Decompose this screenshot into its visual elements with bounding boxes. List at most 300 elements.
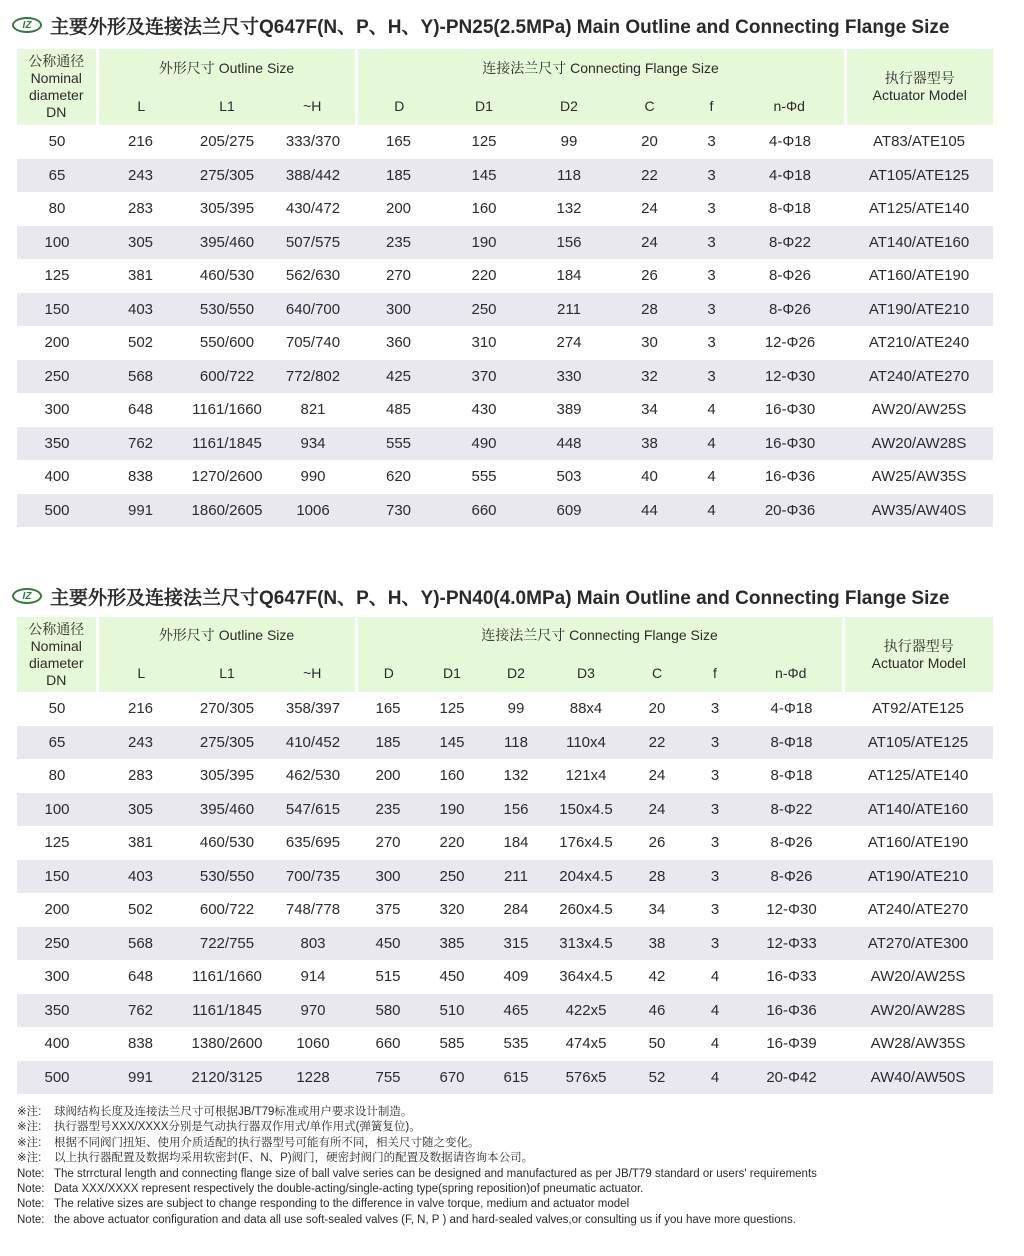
table-row <box>17 125 993 159</box>
table-cell: 388/442 <box>270 159 356 193</box>
table-cell: 4 <box>690 994 740 1028</box>
table-cell: 333/370 <box>270 125 356 159</box>
table-cell: 360 <box>356 326 441 360</box>
table-row <box>17 293 993 327</box>
table-cell: 200 <box>356 759 420 793</box>
table-cell: 26 <box>611 259 688 293</box>
table-cell: 410/452 <box>270 726 356 760</box>
table-cell: 425 <box>356 360 441 394</box>
table-row <box>17 893 993 927</box>
table-cell: 3 <box>688 159 735 193</box>
table-cell: 16-Φ39 <box>740 1027 843 1061</box>
table-cell: 3 <box>688 293 735 327</box>
table-cell: 283 <box>97 759 184 793</box>
table-cell: 3 <box>690 793 740 827</box>
pn40-dimension-table <box>17 617 993 1094</box>
table-cell: 12-Φ26 <box>735 326 845 360</box>
table-cell: 8-Φ18 <box>740 726 843 760</box>
table-cell: AT160/ATE190 <box>843 826 993 860</box>
table-cell: 125 <box>441 125 527 159</box>
table-cell: 50 <box>624 1027 690 1061</box>
table-cell: 8-Φ18 <box>740 759 843 793</box>
table-cell: 3 <box>690 759 740 793</box>
table-row <box>17 994 993 1028</box>
table-cell: 502 <box>97 893 184 927</box>
table-cell: 1860/2605 <box>184 494 270 528</box>
table-cell: 250 <box>17 360 97 394</box>
table-cell: 24 <box>611 226 688 260</box>
col-header-D1: D1 <box>475 97 493 114</box>
table-cell: 50 <box>17 125 97 159</box>
table-cell: 568 <box>97 360 184 394</box>
table-cell: 204x4.5 <box>548 860 624 894</box>
table-cell: 3 <box>690 726 740 760</box>
table-cell: 216 <box>97 125 184 159</box>
table-cell: 24 <box>611 192 688 226</box>
table-cell: 914 <box>270 960 356 994</box>
table-cell: 132 <box>484 759 548 793</box>
table-cell: 450 <box>420 960 484 994</box>
table-row <box>17 192 993 226</box>
table-cell: 991 <box>97 1061 184 1095</box>
table-cell: 52 <box>624 1061 690 1095</box>
table-cell: 1161/1845 <box>184 427 270 461</box>
table-cell: 160 <box>420 759 484 793</box>
table-cell: 648 <box>97 393 184 427</box>
col-header-L: L <box>137 97 146 114</box>
table-cell: 934 <box>270 427 356 461</box>
table-row <box>17 494 993 528</box>
table-cell: 24 <box>624 759 690 793</box>
table-cell: 8-Φ22 <box>740 793 843 827</box>
col-header-D2: D2 <box>507 664 525 681</box>
note-line <box>17 1105 1007 1120</box>
table-cell: 44 <box>611 494 688 528</box>
table-cell: 22 <box>624 726 690 760</box>
table-cell: 16-Φ36 <box>740 994 843 1028</box>
col-header-L: L <box>137 664 146 681</box>
table-cell: 190 <box>420 793 484 827</box>
table-cell: 660 <box>441 494 527 528</box>
table-cell: 620 <box>356 460 441 494</box>
table-cell: 305/395 <box>184 192 270 226</box>
header-actuator-model: 执行器型号 Actuator Model <box>871 637 966 671</box>
table-cell: AT83/ATE105 <box>845 125 993 159</box>
table-cell: 38 <box>611 427 688 461</box>
table-cell: 3 <box>690 692 740 726</box>
table-cell: 121x4 <box>548 759 624 793</box>
table-cell: AW20/AW28S <box>843 994 993 1028</box>
table-cell: 838 <box>97 460 184 494</box>
table-cell: 385 <box>420 927 484 961</box>
note-line <box>17 1213 1007 1228</box>
table-cell: AW28/AW35S <box>843 1027 993 1061</box>
table-cell: 1380/2600 <box>184 1027 270 1061</box>
table-cell: 474x5 <box>548 1027 624 1061</box>
table-cell: 125 <box>420 692 484 726</box>
table-cell: AT125/ATE140 <box>845 192 993 226</box>
table-cell: 38 <box>624 927 690 961</box>
header-nominal-diameter: 公称通径 Nominal diameter DN <box>17 617 97 692</box>
table-cell: 370 <box>441 360 527 394</box>
table-cell: AW25/AW35S <box>845 460 993 494</box>
col-header-L1: L1 <box>219 97 235 114</box>
table-cell: AT190/ATE210 <box>845 293 993 327</box>
table-cell: 80 <box>17 759 97 793</box>
table-cell: 3 <box>690 860 740 894</box>
table-row <box>17 793 993 827</box>
table-cell: 465 <box>484 994 548 1028</box>
table-cell: 250 <box>17 927 97 961</box>
table-row <box>17 427 993 461</box>
table-cell: 507/575 <box>270 226 356 260</box>
table-cell: AT140/ATE160 <box>843 793 993 827</box>
table-cell: 24 <box>624 793 690 827</box>
note-text: the above actuator configuration and data all use soft-sealed valves (F, N, P ) and hard-sealed valves,or consulting us if you have more questions. <box>54 1213 796 1226</box>
table-cell: 576x5 <box>548 1061 624 1095</box>
table-cell: 430 <box>441 393 527 427</box>
table-cell: AT210/ATE240 <box>845 326 993 360</box>
table-cell: AT240/ATE270 <box>843 893 993 927</box>
table-cell: 88x4 <box>548 692 624 726</box>
header-nominal-diameter: 公称通径 Nominal diameter DN <box>17 49 97 125</box>
table-cell: 1161/1845 <box>184 994 270 1028</box>
table-cell: 270/305 <box>184 692 270 726</box>
table-cell: 580 <box>356 994 420 1028</box>
table-cell: 145 <box>420 726 484 760</box>
table-cell: 970 <box>270 994 356 1028</box>
table-cell: 1270/2600 <box>184 460 270 494</box>
col-header-D1: D1 <box>443 664 461 681</box>
pn25-dimension-table <box>17 49 993 527</box>
table-cell: 500 <box>17 1061 97 1095</box>
table-row <box>17 259 993 293</box>
note-label: ※注: <box>17 1136 42 1149</box>
table-cell: 176x4.5 <box>548 826 624 860</box>
table-row <box>17 460 993 494</box>
table-cell: 364x4.5 <box>548 960 624 994</box>
table-cell: 65 <box>17 726 97 760</box>
table-cell: AW40/AW50S <box>843 1061 993 1095</box>
table-cell: 1161/1660 <box>184 960 270 994</box>
note-label: Note: <box>17 1198 45 1211</box>
col-header-D: D <box>383 664 394 681</box>
table-cell: 635/695 <box>270 826 356 860</box>
table-cell: 12-Φ33 <box>740 927 843 961</box>
table-cell: 358/397 <box>270 692 356 726</box>
table-cell: 150 <box>17 293 97 327</box>
note-line <box>17 1182 1007 1197</box>
table-cell: 220 <box>420 826 484 860</box>
table-cell: 700/735 <box>270 860 356 894</box>
col-header-f: f <box>713 664 717 681</box>
table-cell: AT125/ATE140 <box>843 759 993 793</box>
note-line <box>17 1120 1007 1135</box>
note-line <box>17 1197 1007 1212</box>
table-cell: 100 <box>17 226 97 260</box>
table-cell: 500 <box>17 494 97 528</box>
table-cell: 3 <box>690 893 740 927</box>
table-cell: 270 <box>356 826 420 860</box>
table-cell: 585 <box>420 1027 484 1061</box>
table-cell: 821 <box>270 393 356 427</box>
table-cell: 34 <box>624 893 690 927</box>
table-cell: AW20/AW25S <box>845 393 993 427</box>
table-cell: 1228 <box>270 1061 356 1095</box>
table-cell: 755 <box>356 1061 420 1095</box>
table-cell: 1161/1660 <box>184 393 270 427</box>
header-connecting-flange-size: 连接法兰尺寸 Connecting Flange Size <box>356 49 845 87</box>
header-outline-size: 外形尺寸 Outline Size <box>97 617 356 654</box>
table-cell: 375 <box>356 893 420 927</box>
table-cell: 490 <box>441 427 527 461</box>
table-cell: AT240/ATE270 <box>845 360 993 394</box>
table-cell: 160 <box>441 192 527 226</box>
table-cell: 381 <box>97 826 184 860</box>
table-cell: 20 <box>611 125 688 159</box>
table-cell: 20-Φ42 <box>740 1061 843 1095</box>
table-cell: 450 <box>356 927 420 961</box>
table-row <box>17 960 993 994</box>
section-2-title <box>12 580 949 612</box>
table-cell: 110x4 <box>548 726 624 760</box>
table-cell: 4 <box>688 494 735 528</box>
table-cell: 200 <box>17 893 97 927</box>
section-1-title <box>12 9 949 41</box>
table-cell: AT190/ATE210 <box>843 860 993 894</box>
table-row <box>17 226 993 260</box>
table-cell: 350 <box>17 994 97 1028</box>
table-cell: 32 <box>611 360 688 394</box>
table-cell: 990 <box>270 460 356 494</box>
table-cell: 330 <box>527 360 611 394</box>
note-line <box>17 1151 1007 1166</box>
table-cell: 250 <box>420 860 484 894</box>
table-cell: 430/472 <box>270 192 356 226</box>
table-row <box>17 860 993 894</box>
note-text: The relative sizes are subject to change responding to the difference in valve torque, medium and actuator model <box>54 1198 630 1211</box>
table-cell: 3 <box>688 326 735 360</box>
table-cell: 30 <box>611 326 688 360</box>
table-cell: 190 <box>441 226 527 260</box>
note-line <box>17 1167 1007 1182</box>
table-cell: 150x4.5 <box>548 793 624 827</box>
table-cell: 22 <box>611 159 688 193</box>
table-row <box>17 826 993 860</box>
table-cell: AT140/ATE160 <box>845 226 993 260</box>
table-cell: AW20/AW25S <box>843 960 993 994</box>
table-cell: 46 <box>624 994 690 1028</box>
note-text: 球阀结构长度及连接法兰尺寸可根据JB/T79标准或用户要求设计制造。 <box>54 1106 413 1118</box>
table-cell: 2120/3125 <box>184 1061 270 1095</box>
table-cell: 615 <box>484 1061 548 1095</box>
table-cell: 300 <box>356 860 420 894</box>
table-cell: 762 <box>97 427 184 461</box>
table-cell: 670 <box>420 1061 484 1095</box>
table-cell: 185 <box>356 159 441 193</box>
table-cell: 4 <box>688 393 735 427</box>
col-header-H: ~H <box>270 87 356 125</box>
note-line <box>17 1136 1007 1151</box>
table-cell: 422x5 <box>548 994 624 1028</box>
table-cell: 568 <box>97 927 184 961</box>
table-cell: 609 <box>527 494 611 528</box>
table-cell: 8-Φ26 <box>740 826 843 860</box>
table-row <box>17 726 993 760</box>
table-cell: 395/460 <box>184 226 270 260</box>
table-cell: 156 <box>527 226 611 260</box>
note-text: The strrctural length and connecting flange size of ball valve series can be designed and manufactured as per JB/T79 standard or users' requirements <box>54 1167 817 1180</box>
table-cell: 320 <box>420 893 484 927</box>
table-cell: 803 <box>270 927 356 961</box>
table-cell: 243 <box>97 726 184 760</box>
note-text: 以上执行器配置及数据均采用软密封(F、N、P)阀门，硬密封阀门的配置及数据请咨询本公司。 <box>54 1152 534 1165</box>
table-cell: 275/305 <box>184 159 270 193</box>
table-cell: 4 <box>690 1027 740 1061</box>
table-cell: 211 <box>484 860 548 894</box>
note-label: Note: <box>17 1167 45 1180</box>
table-cell: 150 <box>17 860 97 894</box>
table-cell: 16-Φ33 <box>740 960 843 994</box>
table-cell: 600/722 <box>184 893 270 927</box>
table-cell: 3 <box>688 259 735 293</box>
note-text: 根据不同阀门扭矩、使用介质适配的执行器型号可能有所不同，相关尺寸随之变化。 <box>54 1136 480 1149</box>
table-row <box>17 360 993 394</box>
table-cell: 12-Φ30 <box>735 360 845 394</box>
table-row <box>17 1027 993 1061</box>
table-cell: AT270/ATE300 <box>843 927 993 961</box>
table-cell: 310 <box>441 326 527 360</box>
table-cell: 165 <box>356 125 441 159</box>
col-header-C: C <box>651 664 663 681</box>
table-cell: 275/305 <box>184 726 270 760</box>
table-cell: 400 <box>17 460 97 494</box>
table-cell: 156 <box>484 793 548 827</box>
table-cell: 460/530 <box>184 259 270 293</box>
company-logo-icon: IZ <box>12 588 42 604</box>
table-cell: 350 <box>17 427 97 461</box>
note-text: 执行器型号XXX/XXXX分别是气动执行器双作用式/单作用式(弹簧复位)。 <box>54 1121 421 1134</box>
table-cell: 80 <box>17 192 97 226</box>
table-cell: 389 <box>527 393 611 427</box>
table-cell: 838 <box>97 1027 184 1061</box>
col-header-D3: D3 <box>577 664 595 681</box>
table-cell: 403 <box>97 860 184 894</box>
table-cell: 510 <box>420 994 484 1028</box>
table-cell: 205/275 <box>184 125 270 159</box>
table-cell: AW35/AW40S <box>845 494 993 528</box>
table-cell: 313x4.5 <box>548 927 624 961</box>
table-cell: 274 <box>527 326 611 360</box>
table-cell: 305/395 <box>184 759 270 793</box>
table-cell: 8-Φ26 <box>735 259 845 293</box>
table-row <box>17 1061 993 1095</box>
table-cell: AT105/ATE125 <box>843 726 993 760</box>
table-cell: 132 <box>527 192 611 226</box>
table-cell: 34 <box>611 393 688 427</box>
table-cell: 722/755 <box>184 927 270 961</box>
table-cell: 216 <box>97 692 184 726</box>
table-cell: 100 <box>17 793 97 827</box>
col-header-f: f <box>709 97 714 114</box>
table-cell: 515 <box>356 960 420 994</box>
table-cell: 462/530 <box>270 759 356 793</box>
table-cell: 211 <box>527 293 611 327</box>
header-outline-size: 外形尺寸 Outline Size <box>97 49 356 87</box>
table-cell: 300 <box>17 960 97 994</box>
table-cell: 184 <box>484 826 548 860</box>
table-cell: 42 <box>624 960 690 994</box>
section-2-title-text: 主要外形及连接法兰尺寸Q647F(N、P、H、Y)-PN40(4.0MPa) Main Outline and Connecting Flange Size <box>50 587 950 609</box>
table-cell: 235 <box>356 226 441 260</box>
table-cell: 8-Φ26 <box>735 293 845 327</box>
table-cell: 748/778 <box>270 893 356 927</box>
table-cell: 315 <box>484 927 548 961</box>
table-cell: 50 <box>17 692 97 726</box>
table-cell: 530/550 <box>184 860 270 894</box>
table-cell: 4 <box>688 460 735 494</box>
table-cell: 65 <box>17 159 97 193</box>
col-header-L1: L1 <box>219 664 235 681</box>
table-cell: 305 <box>97 793 184 827</box>
table-cell: 1006 <box>270 494 356 528</box>
table-cell: 381 <box>97 259 184 293</box>
table-cell: AT160/ATE190 <box>845 259 993 293</box>
header-actuator-model: 执行器型号 Actuator Model <box>872 70 967 103</box>
table-cell: 28 <box>624 860 690 894</box>
table-cell: 400 <box>17 1027 97 1061</box>
table-cell: 118 <box>484 726 548 760</box>
table-cell: 184 <box>527 259 611 293</box>
table-cell: 8-Φ22 <box>735 226 845 260</box>
table-cell: 3 <box>690 826 740 860</box>
table-cell: 660 <box>356 1027 420 1061</box>
table-cell: 502 <box>97 326 184 360</box>
table-cell: 165 <box>356 692 420 726</box>
col-header-D: D <box>394 97 405 114</box>
table-cell: 4-Φ18 <box>735 125 845 159</box>
company-logo-icon: IZ <box>12 17 42 33</box>
header-connecting-flange-size: 连接法兰尺寸 Connecting Flange Size <box>356 617 843 654</box>
table-cell: 762 <box>97 994 184 1028</box>
table-cell: 600/722 <box>184 360 270 394</box>
table-row <box>17 159 993 193</box>
table-cell: 305 <box>97 226 184 260</box>
note-label: ※注: <box>17 1121 42 1134</box>
note-text: Data XXX/XXXX represent respectively the double-acting/single-acting type(spring reposition)of pneumatic actuator. <box>54 1183 644 1196</box>
table-cell: 220 <box>441 259 527 293</box>
note-label: ※注: <box>17 1152 42 1165</box>
table-cell: 547/615 <box>270 793 356 827</box>
table-cell: 3 <box>688 192 735 226</box>
table-row <box>17 393 993 427</box>
table-cell: 125 <box>17 259 97 293</box>
note-label: Note: <box>17 1213 45 1226</box>
table-cell: 4 <box>690 1061 740 1095</box>
table-cell: 8-Φ18 <box>735 192 845 226</box>
table-cell: 3 <box>688 226 735 260</box>
table-cell: 235 <box>356 793 420 827</box>
note-label: ※注: <box>17 1106 42 1118</box>
table-cell: 99 <box>527 125 611 159</box>
table-cell: 300 <box>17 393 97 427</box>
table-cell: 448 <box>527 427 611 461</box>
table-cell: 395/460 <box>184 793 270 827</box>
table-row <box>17 326 993 360</box>
table-cell: 26 <box>624 826 690 860</box>
table-row <box>17 927 993 961</box>
note-label: Note: <box>17 1183 45 1196</box>
